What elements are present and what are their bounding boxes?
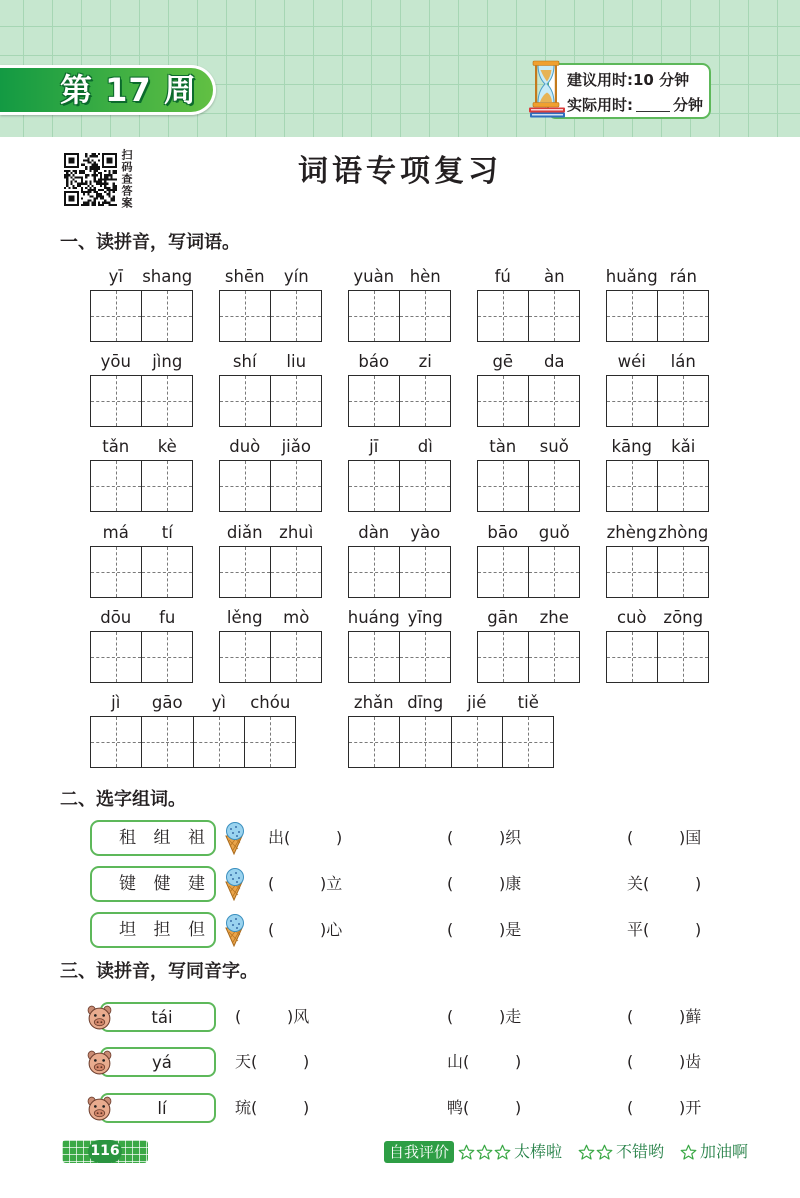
writing-grid (606, 290, 709, 342)
pinyin-row (477, 351, 580, 375)
pinyin-box: yá (100, 1047, 216, 1077)
writing-grid (606, 460, 709, 512)
tianzige-cell[interactable] (528, 291, 579, 341)
section3-heading: 三、读拼音，写同音字。 (60, 961, 258, 982)
pinyin-syllable: fú (494, 267, 511, 286)
pinyin-syllable: yīng (407, 607, 443, 627)
pinyin-syllable: yào (410, 522, 441, 542)
pinyin-row (90, 607, 193, 631)
self-evaluation-ratings (458, 1141, 748, 1163)
writing-grid (219, 375, 322, 427)
fill-in-blank[interactable]: 平( ) (627, 920, 702, 939)
pinyin-row (606, 522, 709, 546)
word-group (219, 351, 322, 427)
pinyin-syllable: dì (417, 437, 433, 457)
pinyin-syllable: dàn (358, 522, 390, 542)
pinyin-row (90, 522, 193, 546)
fill-in-blank[interactable]: ( )齿 (627, 1052, 702, 1071)
writing-grid (90, 546, 193, 598)
pinyin-row (606, 351, 709, 375)
rating-label: 加油啊 (700, 1142, 749, 1161)
word-group (90, 692, 296, 768)
pinyin-syllable: shang (142, 267, 193, 286)
word-group (90, 522, 193, 598)
choice-char: 建 (188, 874, 205, 894)
writing-grid (477, 460, 580, 512)
pinyin-row (477, 522, 580, 546)
pinyin-row (219, 522, 322, 546)
pinyin-syllable: chóu (250, 693, 291, 712)
page-number-badge (62, 1140, 148, 1163)
pinyin-row (219, 607, 322, 631)
tianzige-cell[interactable] (91, 461, 141, 511)
pinyin-row (477, 436, 580, 460)
word-group (90, 351, 193, 427)
fill-in-blank[interactable]: 山( ) (447, 1052, 522, 1071)
pinyin-syllable: má (102, 522, 129, 542)
pinyin-syllable: yī (108, 267, 123, 286)
pinyin-syllable: dīng (407, 693, 444, 712)
pinyin-row (348, 266, 451, 290)
pinyin-syllable: zōng (663, 607, 704, 627)
week-tab (0, 65, 216, 115)
pinyin-syllable: yín (283, 267, 309, 286)
word-group (348, 266, 451, 342)
pinyin-syllable: gān (487, 607, 519, 627)
writing-grid (348, 290, 451, 342)
pinyin-syllable: yuàn (353, 267, 395, 286)
tianzige-cell[interactable] (141, 632, 192, 682)
fill-in-blank[interactable]: 出( ) (268, 828, 343, 847)
tianzige-cell[interactable] (270, 632, 321, 682)
pinyin-syllable: zhèng (606, 522, 657, 542)
tianzige-cell[interactable] (399, 291, 450, 341)
pinyin-syllable: shēn (224, 267, 265, 286)
pinyin-syllable: gē (492, 352, 514, 372)
word-group (348, 522, 451, 598)
tianzige-cell[interactable] (657, 547, 708, 597)
pinyin-syllable: duò (229, 437, 261, 457)
ice-cream-icon (221, 821, 247, 855)
writing-grid (606, 631, 709, 683)
time-box (547, 63, 711, 119)
writing-grid (90, 375, 193, 427)
tianzige-cell[interactable] (220, 461, 270, 511)
choice-char: 担 (153, 920, 171, 940)
pinyin-box: tái (100, 1002, 216, 1032)
pinyin-syllable: rán (669, 267, 697, 286)
word-group (606, 436, 709, 512)
tianzige-cell[interactable] (478, 632, 528, 682)
pinyin-row (90, 436, 193, 460)
pinyin-syllable: kè (157, 437, 177, 457)
rating-option (680, 1141, 748, 1163)
pig-icon (86, 1049, 113, 1076)
tianzige-cell[interactable] (607, 632, 657, 682)
pinyin-syllable: jī (369, 437, 379, 457)
star-icon[interactable] (476, 1144, 493, 1161)
word-group (219, 607, 322, 683)
tianzige-cell[interactable] (607, 461, 657, 511)
pinyin-syllable: mò (283, 607, 310, 627)
writing-grid (348, 546, 451, 598)
fill-in-blank[interactable]: 鸭( ) (447, 1098, 522, 1117)
pinyin-syllable: zhòng (658, 522, 709, 542)
pinyin-row (477, 607, 580, 631)
tianzige-cell[interactable] (91, 291, 141, 341)
pinyin-row (90, 692, 296, 716)
choice-char: 祖 (188, 828, 205, 848)
pinyin-syllable: zhǎn (353, 693, 394, 712)
word-group (219, 266, 322, 342)
tianzige-cell[interactable] (528, 632, 579, 682)
star-icon[interactable] (458, 1144, 475, 1161)
pinyin-syllable: guǒ (538, 522, 570, 542)
pinyin-syllable: zhe (539, 607, 569, 627)
tianzige-cell[interactable] (607, 291, 657, 341)
word-group (90, 607, 193, 683)
word-group (348, 436, 451, 512)
pinyin-row (90, 266, 193, 290)
pinyin-row (219, 351, 322, 375)
tianzige-cell[interactable] (141, 376, 192, 426)
pinyin-syllable: lán (670, 352, 696, 372)
ice-cream-icon (221, 867, 247, 901)
word-group (606, 522, 709, 598)
star-icon[interactable] (494, 1144, 511, 1161)
tianzige-cell[interactable] (657, 376, 708, 426)
fill-in-blank[interactable]: ( )立 (268, 874, 343, 893)
tianzige-cell[interactable] (349, 547, 399, 597)
tianzige-cell[interactable] (349, 632, 399, 682)
self-evaluation-label: 自我评价 (384, 1141, 454, 1163)
tianzige-cell[interactable] (270, 547, 321, 597)
tianzige-cell[interactable] (270, 376, 321, 426)
pinyin-row (219, 436, 322, 460)
tianzige-cell[interactable] (193, 717, 244, 767)
pinyin-syllable: diǎn (226, 522, 263, 542)
pinyin-row (606, 607, 709, 631)
writing-grid (219, 546, 322, 598)
tianzige-cell[interactable] (91, 632, 141, 682)
char-choice-box (90, 820, 216, 856)
week-label: 第 17 周 (60, 71, 197, 109)
writing-grid (477, 631, 580, 683)
word-group (606, 266, 709, 342)
pinyin-syllable: báo (358, 352, 390, 372)
pinyin-syllable: jié (467, 693, 487, 712)
pinyin-syllable: bāo (487, 522, 519, 542)
pinyin-syllable: yōu (100, 352, 131, 372)
tianzige-cell[interactable] (91, 376, 141, 426)
char-choice-box (90, 866, 216, 902)
pinyin-syllable: liu (286, 352, 307, 372)
tianzige-cell[interactable] (220, 547, 270, 597)
word-group (606, 351, 709, 427)
star-icon[interactable] (596, 1144, 613, 1161)
actual-time-label: 实际用时: (567, 96, 633, 114)
pinyin-syllable: zhuì (279, 522, 314, 542)
tianzige-cell[interactable] (528, 376, 579, 426)
writing-grid (219, 290, 322, 342)
pinyin-syllable: hèn (409, 267, 441, 286)
char-choice-box (90, 912, 216, 948)
pinyin-row (219, 266, 322, 290)
pinyin-syllable: jiǎo (281, 437, 311, 457)
pinyin-syllable: zi (418, 352, 432, 372)
word-group (477, 607, 580, 683)
pinyin-row (90, 351, 193, 375)
tianzige-cell[interactable] (478, 547, 528, 597)
pinyin-row (348, 607, 451, 631)
fill-in-blank[interactable]: ( )国 (627, 828, 702, 847)
ice-cream-icon (221, 913, 247, 947)
pinyin-row (348, 692, 554, 716)
fill-in-blank[interactable]: ( )走 (447, 1007, 522, 1026)
pinyin-row (606, 266, 709, 290)
word-group (348, 692, 554, 768)
tianzige-cell[interactable] (528, 461, 579, 511)
choice-char: 租 (119, 828, 136, 848)
writing-grid (348, 375, 451, 427)
pinyin-syllable: gāo (151, 693, 183, 712)
word-group (348, 351, 451, 427)
writing-grid (90, 631, 193, 683)
word-group (90, 266, 193, 342)
fill-in-blank[interactable]: ( )开 (627, 1098, 702, 1117)
pinyin-syllable: tí (161, 522, 173, 542)
fill-in-blank[interactable]: ( )心 (268, 920, 343, 939)
tianzige-cell[interactable] (141, 547, 192, 597)
star-icon[interactable] (578, 1144, 595, 1161)
tianzige-cell[interactable] (141, 461, 192, 511)
writing-grid (477, 290, 580, 342)
word-group (606, 607, 709, 683)
word-group (219, 522, 322, 598)
fill-in-blank[interactable]: 天( ) (235, 1052, 310, 1071)
tianzige-cell[interactable] (141, 291, 192, 341)
pinyin-syllable: yì (211, 693, 226, 712)
choice-char: 坦 (119, 920, 136, 940)
tianzige-cell[interactable] (478, 376, 528, 426)
tianzige-cell[interactable] (399, 632, 450, 682)
word-group (348, 607, 451, 683)
writing-grid (606, 375, 709, 427)
star-icon[interactable] (680, 1144, 697, 1161)
tianzige-cell[interactable] (141, 717, 192, 767)
choice-char: 组 (153, 828, 171, 848)
word-group (477, 522, 580, 598)
actual-time-blank[interactable] (636, 95, 670, 112)
tianzige-cell[interactable] (220, 376, 270, 426)
pinyin-syllable: tàn (489, 437, 517, 457)
pinyin-syllable: suǒ (539, 437, 569, 457)
tianzige-cell[interactable] (478, 291, 528, 341)
fill-in-blank[interactable]: ( )织 (447, 828, 522, 847)
writing-grid (477, 546, 580, 598)
fill-in-blank[interactable]: ( )是 (447, 920, 522, 939)
tianzige-cell[interactable] (220, 632, 270, 682)
qr-caption: 扫码查答案 (120, 149, 133, 209)
hourglass-icon (527, 59, 567, 119)
pinyin-syllable: jìng (152, 352, 183, 372)
pinyin-syllable: huǎng (605, 267, 658, 286)
tianzige-cell[interactable] (349, 376, 399, 426)
writing-grid (348, 460, 451, 512)
tianzige-cell[interactable] (657, 632, 708, 682)
tianzige-cell[interactable] (528, 547, 579, 597)
pinyin-syllable: da (543, 352, 565, 372)
tianzige-cell[interactable] (657, 461, 708, 511)
pinyin-syllable: tiě (517, 693, 539, 712)
writing-grid (606, 546, 709, 598)
pinyin-syllable: lěng (226, 607, 263, 627)
page-number: 116 (88, 1140, 122, 1163)
pinyin-syllable: cuò (616, 607, 647, 627)
pinyin-syllable: kǎi (671, 437, 696, 457)
word-group (219, 436, 322, 512)
pinyin-syllable: dōu (100, 607, 132, 627)
writing-grid (90, 460, 193, 512)
tianzige-cell[interactable] (399, 547, 450, 597)
tianzige-cell[interactable] (399, 461, 450, 511)
actual-time-unit: 分钟 (673, 96, 704, 114)
rating-label: 不错哟 (616, 1142, 665, 1161)
pinyin-syllable: tǎn (102, 437, 130, 457)
tianzige-cell[interactable] (91, 717, 141, 767)
fill-in-blank[interactable]: ( )风 (235, 1007, 310, 1026)
tianzige-cell[interactable] (349, 461, 399, 511)
tianzige-cell[interactable] (220, 291, 270, 341)
pinyin-box: lí (100, 1093, 216, 1123)
rating-label: 太棒啦 (514, 1142, 563, 1161)
writing-grid (219, 460, 322, 512)
pinyin-syllable: fu (159, 607, 176, 627)
tianzige-cell[interactable] (478, 461, 528, 511)
pinyin-syllable: huáng (347, 607, 400, 627)
writing-grid (348, 716, 554, 768)
rating-option (458, 1141, 562, 1163)
choice-char: 但 (188, 920, 205, 940)
tianzige-cell[interactable] (349, 291, 399, 341)
pinyin-row (477, 266, 580, 290)
tianzige-cell[interactable] (657, 291, 708, 341)
pinyin-syllable: àn (543, 267, 565, 286)
pig-icon (86, 1004, 113, 1031)
pinyin-syllable: shí (232, 352, 257, 372)
tianzige-cell[interactable] (91, 547, 141, 597)
pinyin-row (348, 351, 451, 375)
choice-char: 键 (119, 874, 136, 894)
section1-heading: 一、读拼音，写词语。 (60, 232, 240, 253)
page-title: 词语专项复习 (298, 154, 502, 189)
word-group (90, 436, 193, 512)
pinyin-row (348, 522, 451, 546)
tianzige-cell[interactable] (451, 717, 502, 767)
pinyin-syllable: kāng (611, 437, 653, 457)
tianzige-cell[interactable] (270, 291, 321, 341)
tianzige-cell[interactable] (244, 717, 295, 767)
fill-in-blank[interactable]: 关( ) (627, 874, 702, 893)
choice-char: 健 (153, 874, 171, 894)
word-group (477, 351, 580, 427)
pinyin-syllable: wéi (617, 352, 646, 372)
writing-grid (477, 375, 580, 427)
tianzige-cell[interactable] (502, 717, 553, 767)
tianzige-cell[interactable] (399, 717, 450, 767)
word-group (477, 266, 580, 342)
pinyin-row (348, 436, 451, 460)
word-group (477, 436, 580, 512)
tianzige-cell[interactable] (270, 461, 321, 511)
pig-icon (86, 1095, 113, 1122)
fill-in-blank[interactable]: 琉( ) (235, 1098, 310, 1117)
rating-option (578, 1141, 664, 1163)
actual-time (567, 95, 703, 115)
fill-in-blank[interactable]: ( )藓 (627, 1007, 702, 1026)
tianzige-cell[interactable] (399, 376, 450, 426)
suggested-time: 建议用时:10 分钟 (567, 71, 690, 89)
pinyin-syllable: jì (111, 693, 121, 712)
writing-grid (348, 631, 451, 683)
fill-in-blank[interactable]: ( )康 (447, 874, 522, 893)
tianzige-cell[interactable] (607, 376, 657, 426)
writing-grid (219, 631, 322, 683)
tianzige-cell[interactable] (607, 547, 657, 597)
writing-grid (90, 290, 193, 342)
section2-heading: 二、选字组词。 (60, 789, 186, 810)
pinyin-row (606, 436, 709, 460)
writing-grid (90, 716, 296, 768)
tianzige-cell[interactable] (349, 717, 399, 767)
